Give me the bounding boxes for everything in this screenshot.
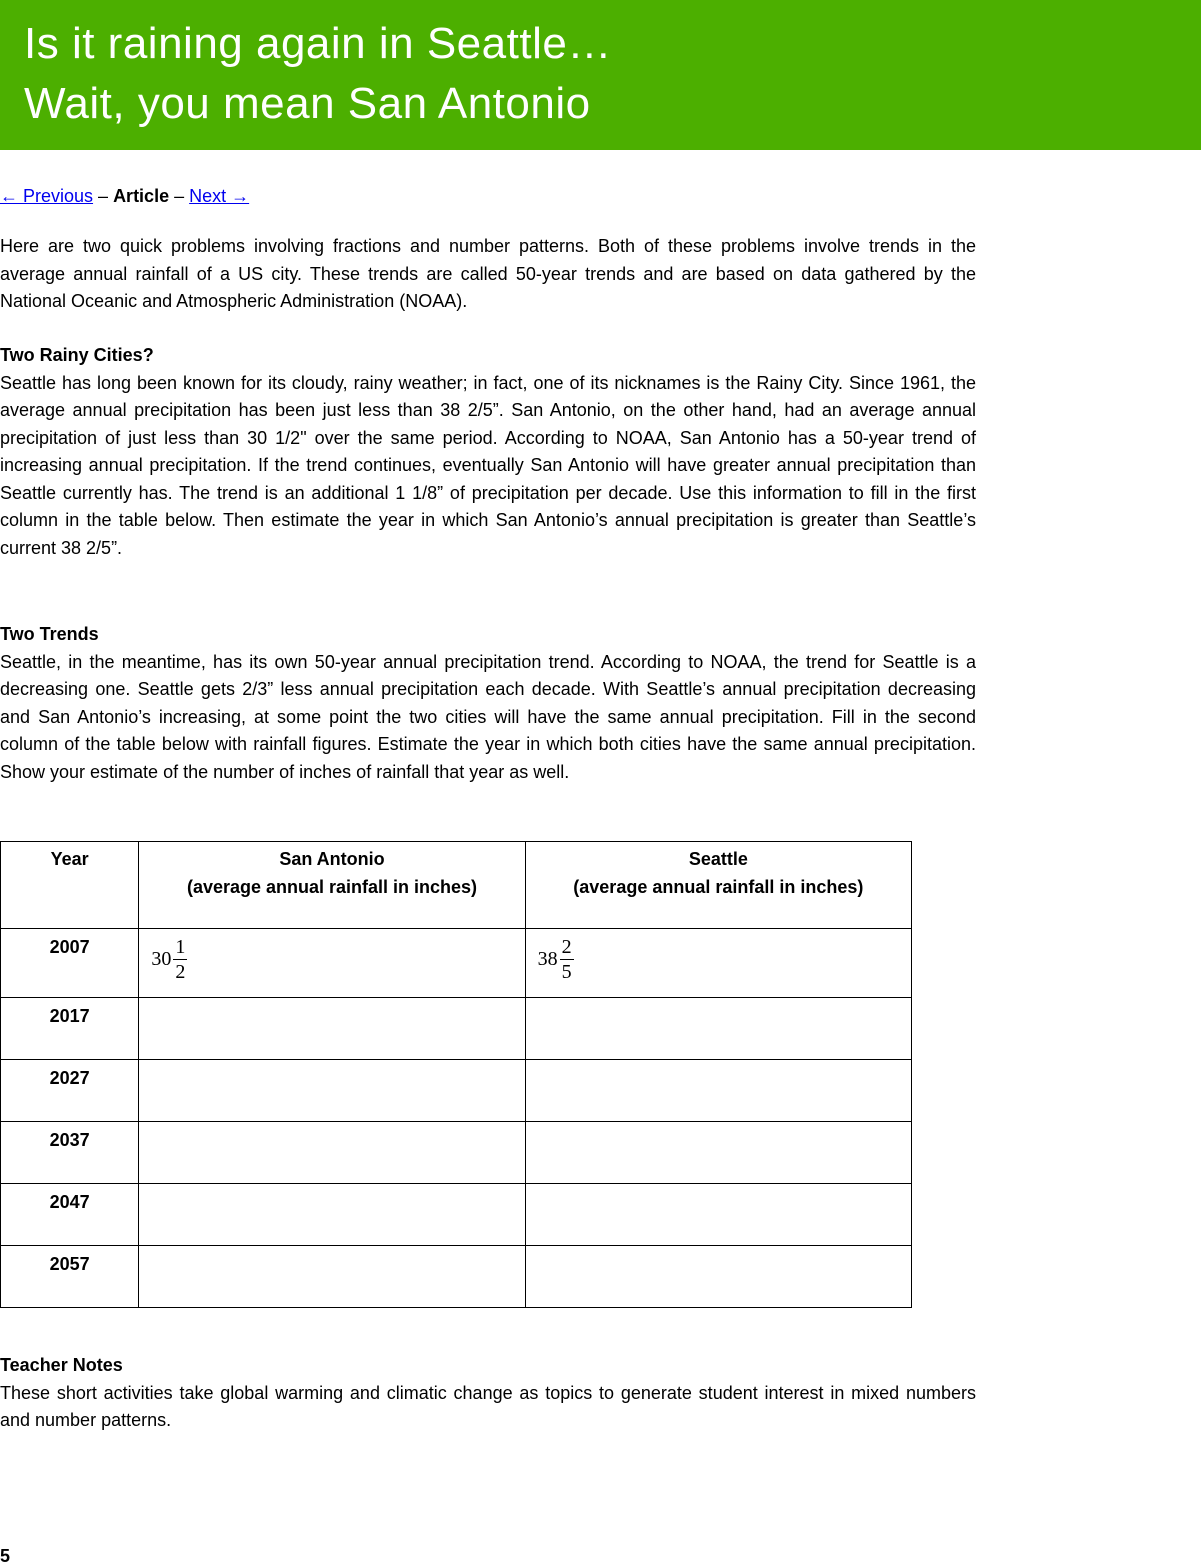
- header-san-antonio-subtitle: (average annual rainfall in inches): [186, 876, 478, 897]
- seattle-cell[interactable]: [525, 1060, 911, 1122]
- whole-number: 30: [151, 948, 172, 970]
- year-cell: 2007: [1, 929, 139, 998]
- title-banner: [0, 0, 1201, 150]
- next-link[interactable]: Next →: [189, 186, 250, 206]
- section-heading: Two Rainy Cities?: [0, 345, 154, 365]
- numerator: 1: [175, 936, 186, 958]
- rainfall-table: [0, 841, 912, 1308]
- current-article-label: Article: [113, 186, 170, 206]
- two-rainy-cities-section: [0, 342, 976, 562]
- numerator: 2: [561, 936, 572, 958]
- title-line-1: Is it raining again in Seattle…: [24, 19, 612, 68]
- year-cell: 2037: [1, 1122, 139, 1184]
- header-san-antonio: [139, 842, 525, 929]
- table-row: [1, 1184, 912, 1246]
- year-cell: 2057: [1, 1246, 139, 1308]
- intro-paragraph: Here are two quick problems involving fractions and number patterns. Both of these problems involve trends in the average annual rainfall of a US city. These trends are called 50-year trends and are based on data gathered by the National Oceanic and Atmospheric Administration (NOAA).: [0, 236, 976, 311]
- header-san-antonio-title: San Antonio: [279, 849, 385, 869]
- fraction: [560, 935, 574, 984]
- previous-link[interactable]: ← Previous: [0, 186, 94, 206]
- san-antonio-cell[interactable]: [139, 1246, 525, 1308]
- san-antonio-cell[interactable]: [139, 1184, 525, 1246]
- nav-separator: –: [93, 186, 114, 206]
- san-antonio-cell: [139, 929, 525, 998]
- seattle-cell: [525, 929, 911, 998]
- header-seattle-title: Seattle: [688, 849, 748, 869]
- table-row: [1, 929, 912, 998]
- san-antonio-cell[interactable]: [139, 1060, 525, 1122]
- year-cell: 2047: [1, 1184, 139, 1246]
- san-antonio-cell[interactable]: [139, 1122, 525, 1184]
- san-antonio-cell[interactable]: [139, 998, 525, 1060]
- year-cell: 2027: [1, 1060, 139, 1122]
- whole-number: 38: [537, 948, 558, 970]
- header-seattle-subtitle: (average annual rainfall in inches): [573, 876, 864, 897]
- teacher-notes-section: [0, 1352, 976, 1435]
- nav-separator: –: [169, 186, 190, 206]
- seattle-cell[interactable]: [525, 1122, 911, 1184]
- article-nav: [0, 183, 249, 209]
- denominator: 5: [561, 961, 572, 983]
- seattle-cell[interactable]: [525, 1246, 911, 1308]
- table-header-row: [1, 842, 912, 929]
- seattle-cell[interactable]: [525, 998, 911, 1060]
- page-number: 5: [0, 1546, 11, 1566]
- intro-section: [0, 233, 976, 316]
- fraction: [173, 935, 187, 984]
- section-heading: Teacher Notes: [0, 1355, 123, 1375]
- section-body: These short activities take global warming and climatic change as topics to generate student interest in mixed numbers and number patterns.: [0, 1382, 976, 1430]
- two-trends-section: [0, 621, 976, 786]
- header-year-label: Year: [50, 849, 89, 869]
- seattle-cell[interactable]: [525, 1184, 911, 1246]
- section-body: Seattle has long been known for its cloudy, rainy weather; in fact, one of its nicknames is the Rainy City. Since 1961, the average annual precipitation has been just less than 38 2/5”. San Antonio, on the other hand, had an average annual precipitation of just less than 30 1/2" over the same period. According to NOAA, San Antonio has a 50-year trend of increasing annual precipitation. If the trend continues, eventually San Antonio will have greater annual precipitation than Seattle currently has. The trend is an additional 1 1/8” of precipitation per decade. Use this information to fill in the first column in the table below. Then estimate the year in which San Antonio’s annual precipitation is greater than Seattle’s current 38 2/5”.: [0, 372, 976, 558]
- table-row: [1, 1246, 912, 1308]
- table-row: [1, 1122, 912, 1184]
- mixed-number: [538, 935, 574, 984]
- mixed-number: [151, 935, 187, 984]
- header-seattle: [525, 842, 911, 929]
- header-year: [1, 842, 139, 929]
- title-line-2: Wait, you mean San Antonio: [24, 79, 591, 128]
- denominator: 2: [175, 961, 186, 983]
- year-cell: 2017: [1, 998, 139, 1060]
- section-body: Seattle, in the meantime, has its own 50-year annual precipitation trend. According to NOAA, the trend for Seattle is a decreasing one. Seattle gets 2/3” less annual precipitation each decade. With Seattle’s annual precipitation decreasing and San Antonio’s increasing, at some point the two cities will have the same annual precipitation. Fill in the second column of the table below with rainfall figures. Estimate the year in which both cities have the same annual precipitation. Show your estimate of the number of inches of rainfall that year as well.: [0, 651, 976, 782]
- section-heading: Two Trends: [0, 624, 99, 644]
- table-row: [1, 998, 912, 1060]
- table-row: [1, 1060, 912, 1122]
